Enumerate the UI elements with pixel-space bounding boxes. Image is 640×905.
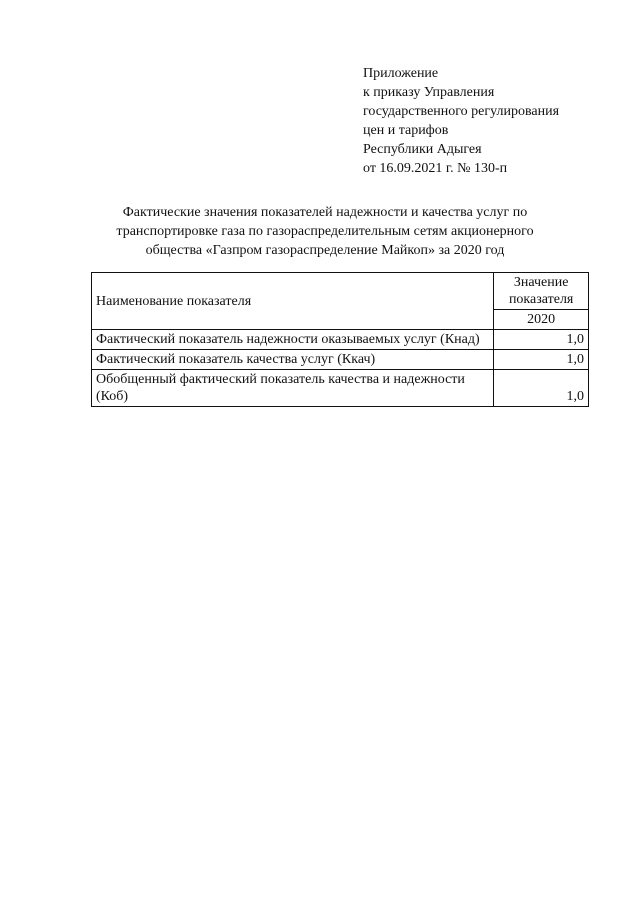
- appendix-header: [363, 64, 559, 178]
- table-row: [92, 370, 589, 407]
- appendix-header-line: от 16.09.2021 г. № 130-п: [363, 161, 508, 176]
- indicator-name-cell: Фактический показатель надежности оказываемых услуг (Кнад): [92, 330, 494, 350]
- appendix-header-line: Приложение: [363, 66, 439, 81]
- indicator-value-cell: 1,0: [494, 330, 589, 350]
- column-header-indicator-name: Наименование показателя: [92, 273, 494, 330]
- document-title: [100, 203, 550, 260]
- indicators-table: [91, 272, 589, 407]
- appendix-header-line: к приказу Управления: [363, 85, 495, 100]
- indicator-value-cell: 1,0: [494, 370, 589, 407]
- column-header-indicator-value: Значение показателя: [494, 273, 589, 310]
- column-header-year: 2020: [494, 310, 589, 330]
- appendix-header-line: Республики Адыгея: [363, 142, 482, 157]
- document-title-line: общества «Газпром газораспределение Майкоп» за 2020 год: [145, 243, 505, 258]
- indicator-name-cell: Фактический показатель качества услуг (Ккач): [92, 350, 494, 370]
- indicator-name-cell: Обобщенный фактический показатель качества и надежности (Коб): [92, 370, 494, 407]
- document-title-line: транспортировке газа по газораспределительным сетям акционерного: [116, 224, 534, 239]
- table-row: [92, 330, 589, 350]
- indicator-value-cell: 1,0: [494, 350, 589, 370]
- document-title-line: Фактические значения показателей надежности и качества услуг по: [122, 205, 528, 220]
- table-header-row: [92, 273, 589, 310]
- appendix-header-line: государственного регулирования: [363, 104, 560, 119]
- table-row: [92, 350, 589, 370]
- appendix-header-line: цен и тарифов: [363, 123, 449, 138]
